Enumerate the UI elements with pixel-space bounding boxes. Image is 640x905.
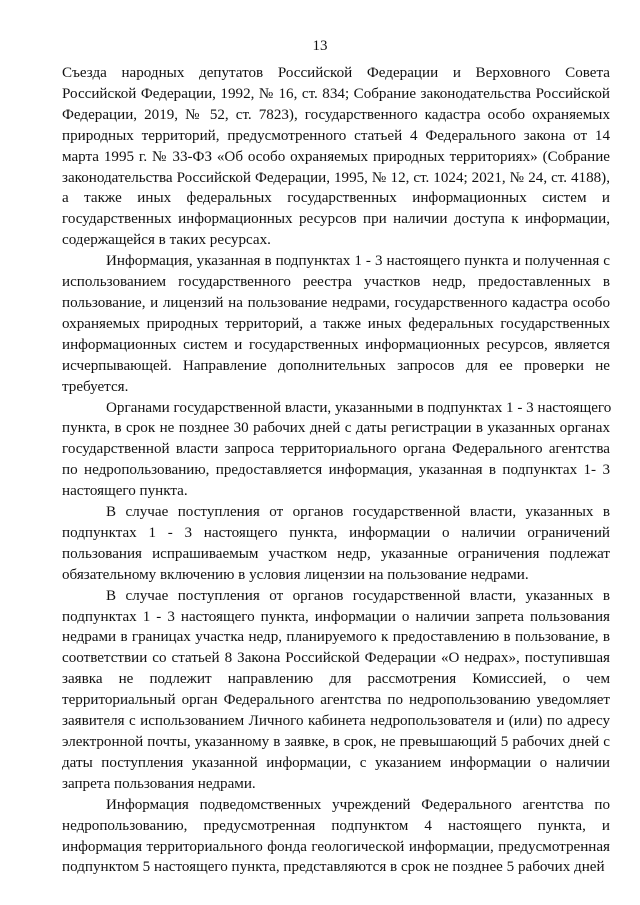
text-line: Съезда народных депутатов Российской Федерации и Верховного Совета: [62, 65, 610, 81]
paragraph-0: [62, 63, 610, 251]
text-line: по недропользованию, предоставляется информация, указанная в подпунктах 1- 3: [62, 462, 610, 479]
text-line: содержащейся в таких ресурсах.: [62, 232, 271, 249]
text-line: исчерпывающей. Направление дополнительных запросов для ее проверки не: [62, 357, 610, 374]
text-line: государственной власти запроса территориального органа Федерального агентства: [62, 441, 610, 458]
text-line: Российской Федерации, 1992, № 16, ст. 834; Собрание законодательства Российской: [62, 85, 610, 102]
text-line: государственных информационных ресурсов при наличии доступа к информации,: [62, 211, 610, 228]
text-line: пользования испрашиваемым участком недр, указанные ограничения подлежат: [62, 545, 610, 562]
text-line: пункта, в срок не позднее 30 рабочих дней с даты регистрации в указанных органах: [62, 420, 610, 437]
paragraph-2: [62, 398, 610, 503]
text-line: соответствии со статьей 8 Закона Российской Федерации «О недрах», поступившая: [62, 650, 610, 667]
text-line: использованием государственного реестра участков недр, предоставленных в: [62, 274, 610, 291]
text-line: настоящего пункта.: [62, 483, 188, 500]
document-body: [62, 63, 610, 878]
text-line: заявителя с использованием Личного кабинета недропользователя и (или) по адресу: [62, 713, 610, 730]
text-line: Органами государственной власти, указанными в подпунктах 1 - 3 настоящего: [106, 399, 612, 416]
text-line: требуется.: [62, 378, 129, 395]
text-line: В случае поступления от органов государственной власти, указанных в: [106, 587, 610, 604]
text-line: а также иных федеральных государственных информационных систем и: [62, 190, 610, 207]
page-number: 13: [312, 38, 328, 54]
text-line: Информация, указанная в подпунктах 1 - 3 настоящего пункта и полученная с: [106, 253, 610, 270]
text-line: охраняемых природных территорий, а также иных федеральных государственных: [62, 315, 610, 332]
text-line: недропользованию, предусмотренная подпунктом 4 настоящего пункта, и: [62, 817, 610, 834]
text-line: законодательства Российской Федерации, 1995, № 12, ст. 1024; 2021, № 24, ст. 4188),: [62, 169, 610, 186]
text-line: природных территорий, предусмотренного статьей 4 Федерального закона от 14: [62, 127, 610, 144]
paragraph-4: [62, 586, 610, 795]
text-line: недрами в границах участка недр, планируемого к предоставлению в пользование, в: [62, 629, 610, 646]
text-line: пользование, и лицензий на пользование недрами, государственного кадастра особо: [62, 294, 610, 311]
text-line: подпунктах 1 - 3 настоящего пункта, информации о наличии ограничений: [62, 524, 610, 541]
text-line: электронной почты, указанному в заявке, в срок, не превышающий 5 рабочих дней с: [62, 734, 610, 750]
text-line: информация территориального фонда геологической информации, предусмотренная: [62, 838, 610, 855]
paragraph-3: [62, 502, 610, 586]
text-line: Федерации, 2019, № 52, ст. 7823), государственного кадастра особо охраняемых: [62, 106, 610, 123]
text-line: заявка не подлежит направлению для рассмотрения Комиссией, о чем: [62, 671, 610, 688]
paragraph-1: [62, 251, 610, 397]
text-line: подпунктах 1 - 3 настоящего пункта, информации о наличии запрета пользования: [62, 608, 610, 625]
text-line: подпунктом 5 настоящего пункта, представляются в срок не позднее 5 рабочих дней: [62, 859, 605, 876]
text-line: территориальный орган Федерального агентства по недропользованию уведомляет: [62, 692, 610, 709]
paragraph-5: [62, 795, 610, 879]
text-line: марта 1995 г. № 33-ФЗ «Об особо охраняемых природных территориях» (Собрание: [62, 148, 610, 165]
text-line: обязательному включению в условия лицензии на пользование недрами.: [62, 566, 529, 583]
text-line: запрета пользования недрами.: [62, 775, 256, 792]
text-line: В случае поступления от органов государственной власти, указанных в: [106, 504, 610, 521]
text-line: даты поступления указанной информации, с указанием информации о наличии: [62, 754, 610, 771]
text-line: Информация подведомственных учреждений Федерального агентства по: [106, 796, 610, 813]
text-line: информационных систем и государственных информационных ресурсов, является: [62, 336, 610, 353]
